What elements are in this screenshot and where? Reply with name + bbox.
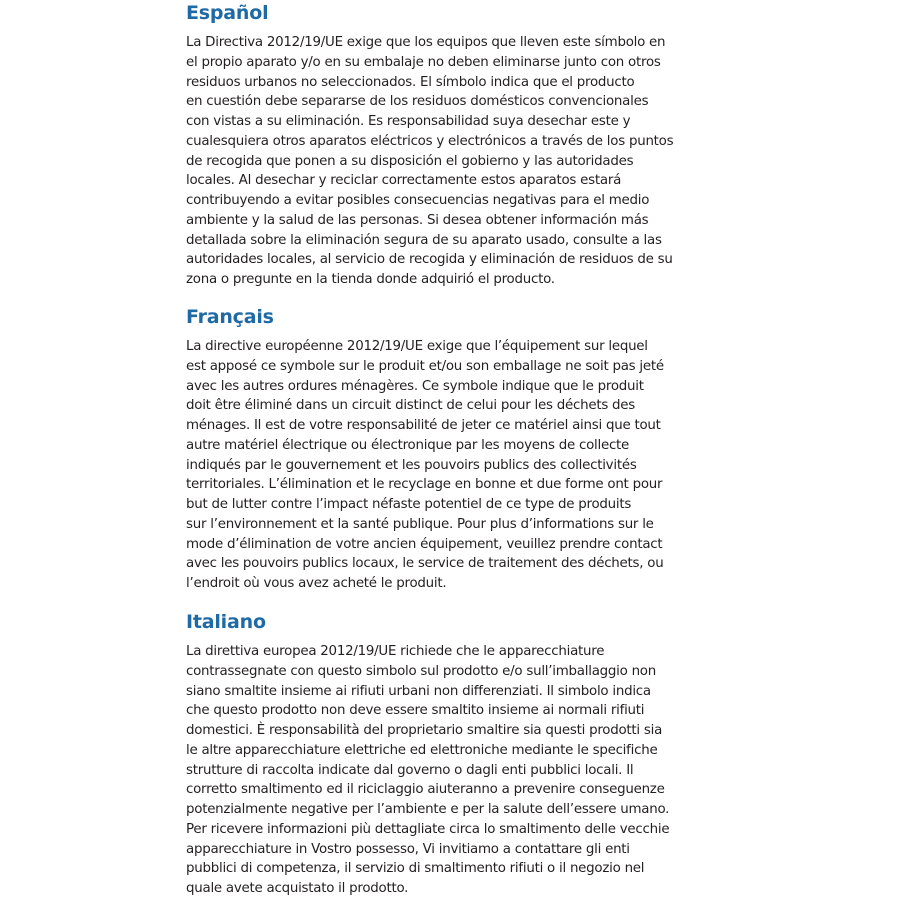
paragraph-line: strutture di raccolta indicate dal governo o dagli enti pubblici locali. Il <box>186 762 634 778</box>
section-heading: Français <box>186 306 274 328</box>
paragraph-line: autoridades locales, al servicio de recogida y eliminación de residuos de su <box>186 252 673 268</box>
paragraph-line: sur l’environnement et la santé publique. Pour plus d’informations sur le <box>186 516 654 532</box>
paragraph-line: territoriales. L’élimination et le recyclage en bonne et due forme ont pour <box>186 477 663 493</box>
paragraph-line: contrassegnate con questo simbolo sul prodotto e/o sull’imballaggio non <box>186 663 656 679</box>
section-body <box>186 33 673 290</box>
paragraph-line: l’endroit où vous avez acheté le produit. <box>186 576 447 591</box>
paragraph-line: apparecchiature in Vostro possesso, Vi invitiamo a contattare gli enti <box>186 841 630 857</box>
paragraph-line: siano smaltite insieme ai rifiuti urbani non differenziati. Il simbolo indica <box>186 683 651 699</box>
paragraph-line: residuos urbanos no seleccionados. El símbolo indica que el producto <box>186 74 635 90</box>
paragraph-line: che questo prodotto non deve essere smaltito insieme ai normali rifiuti <box>186 703 645 719</box>
paragraph-line: contribuyendo a evitar posibles consecuencias negativas para el medio <box>186 193 650 208</box>
paragraph-line: ambiente y la salud de las personas. Si desea obtener información más <box>186 212 649 228</box>
section-heading: Italiano <box>186 611 266 633</box>
paragraph-line: indiqués par le gouvernement et les pouvoirs publics des collectivités <box>186 457 637 473</box>
paragraph-line: Per ricevere informazioni più dettagliate circa lo smaltimento delle vecchie <box>186 821 670 837</box>
paragraph-line: pubblici di competenza, il servizio di smaltimento rifiuti o il negozio nel <box>186 861 645 877</box>
paragraph-line: ménages. Il est de votre responsabilité de jeter ce matériel ainsi que tout <box>186 418 661 433</box>
paragraph-line: autre matériel électrique ou électronique par les moyens de collecte <box>186 437 630 453</box>
paragraph-line: La direttiva europea 2012/19/UE richiede che le apparecchiature <box>186 644 605 659</box>
section-espanol <box>186 1 673 290</box>
paragraph-line: La Directiva 2012/19/UE exige que los equipos que lleven este símbolo en <box>186 35 666 50</box>
paragraph-line: quale avete acquistato il prodotto. <box>186 881 409 896</box>
paragraph-line: cualesquiera otros aparatos eléctricos y electrónicos a través de los puntos <box>186 133 674 149</box>
paragraph-line: est apposé ce symbole sur le produit et/ou son emballage ne soit pas jeté <box>186 358 664 374</box>
paragraph-line: mode d’élimination de votre ancien équipement, veuillez prendre contact <box>186 536 663 552</box>
paragraph-line: le altre apparecchiature elettriche ed elettroniche mediante le specifiche <box>186 742 658 758</box>
paragraph-line: avec les pouvoirs publics locaux, le service de traitement des déchets, ou <box>186 556 664 572</box>
paragraph-line: potenzialmente negative per l’ambiente e per la salute dell’essere umano. <box>186 802 670 817</box>
paragraph-line: zona o pregunte en la tienda donde adquirió el producto. <box>186 272 555 287</box>
paragraph-line: avec les autres ordures ménagères. Ce symbole indique que le produit <box>186 378 644 394</box>
section-italiano <box>186 610 669 899</box>
paragraph-line: but de lutter contre l’impact néfaste potentiel de ce type de produits <box>186 497 632 512</box>
paragraph-line: en cuestión debe separarse de los residuos domésticos convencionales <box>186 94 649 110</box>
section-body <box>186 642 669 899</box>
paragraph-line: de recogida que ponen a su disposición el gobierno y las autoridades <box>186 153 634 169</box>
paragraph-line: el propio aparato y/o en su embalaje no deben eliminarse junto con otros <box>186 54 661 70</box>
paragraph-line: domestici. È responsabilità del proprietario smaltire sia questi prodotti sia <box>186 723 663 738</box>
paragraph-line: doit être éliminé dans un circuit distinct de celui pour les déchets des <box>186 398 636 414</box>
paragraph-line: con vistas a su eliminación. Es responsabilidad suya desechar este y <box>186 114 631 129</box>
paragraph-line: locales. Al desechar y reciclar correctamente estos aparatos estará <box>186 173 622 189</box>
section-heading: Español <box>186 2 269 24</box>
section-body <box>186 337 664 594</box>
paragraph-line: La directive européenne 2012/19/UE exige que l’équipement sur lequel <box>186 339 648 354</box>
paragraph-line: corretto smaltimento ed il riciclaggio aiuteranno a prevenire conseguenze <box>186 782 665 798</box>
section-francais <box>186 305 664 594</box>
paragraph-line: detallada sobre la eliminación segura de su aparato usado, consulte a las <box>186 232 662 248</box>
